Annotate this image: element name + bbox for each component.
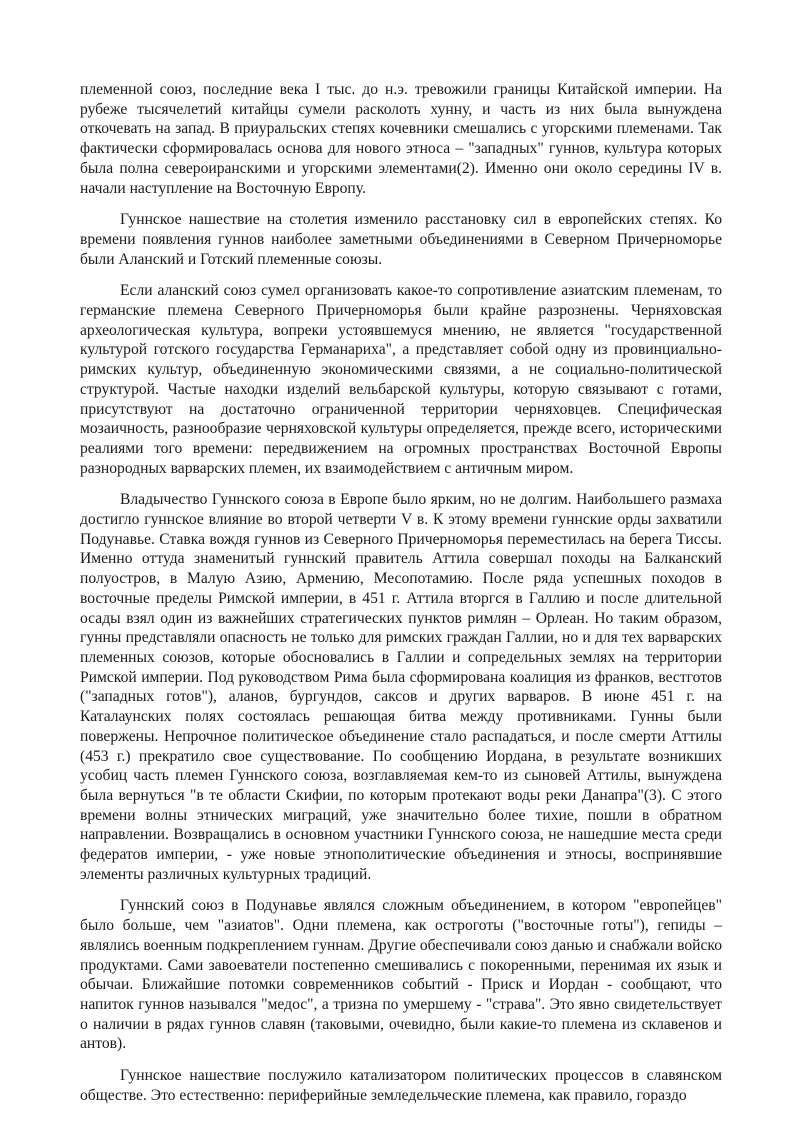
paragraph: Гуннское нашествие на столетия изменило расстановку сил в европейских степях. Ко времени появления гуннов наиболее заметными объединениями в Северном Причерноморье были Аланский и Готский племенные союзы. bbox=[80, 211, 722, 268]
paragraph: племенной союз, последние века I тыс. до н.э. тревожили границы Китайской империи. На рубеже тысячелетий китайцы сумели расколоть хунну, и часть из них была вынуждена откочевать на запад. В приуральских степях кочевники смешались с угорскими племенами. Так фактически сформировалась основа для нового этноса – "западных" гуннов, культура которых была полна североиранскими и угорскими элементами(2). Именно они около середины IV в. начали наступление на Восточную Европу. bbox=[80, 81, 722, 197]
paragraph: Гуннское нашествие послужило катализатором политических процессов в славянском обществе. Это естественно: периферийные земледельческие племена, как правило, гораздо bbox=[80, 1067, 722, 1104]
paragraph: Владычество Гуннского союза в Европе было ярким, но не долгим. Наибольшего размаха достигло гуннское влияние во второй четверти V в. К этому времени гуннские орды захватили Подунавье. Ставка вождя гуннов из Северного Причерноморья переместилась на берега Тиссы. Именно оттуда знаменитый гуннский правитель Аттила совершал походы на Балканский полуостров, в Малую Азию, Армению, Месопотамию. После ряда успешных походов в восточные пределы Римской империи, в 451 г. Аттила вторгся в Галлию и после длительной осады взял один из важнейших стратегических пунктов римлян – Орлеан. Но таким образом, гунны представляли опасность не только для римских граждан Галлии, но и для тех варварских племенных союзов, которые обосновались в Галлии и сопредельных землях на территории Римской империи. Под руководством Рима была сформирована коалиция из франков, вестготов ("западных готов"), аланов, бургундов, саксов и других варваров. В июне 451 г. на Каталаунских полях состоялась решающая битва между противниками. Гунны были повержены. Непрочное политическое объединение стало распадаться, и после смерти Аттилы (453 г.) прекратило свое существование. По сообщению Иордана, в результате возникших усобиц часть племен Гуннского союза, возглавляемая кем-то из сыновей Аттилы, вынуждена была вернуться "в те области Скифии, по которым протекают воды реки Данапра"(3). С этого времени волны этнических миграций, уже значительно более тихие, пошли в обратном направлении. Возвращались в основном участники Гуннского союза, не нашедшие места среди федератов империи, - уже новые этнополитические объединения и этносы, воспринявшие элементы различных культурных традиций. bbox=[80, 491, 722, 883]
paragraph: Гуннский союз в Подунавье являлся сложным объединением, в котором "европейцев" было больше, чем "азиатов". Одни племена, как остроготы ("восточные готы"), гепиды – являлись военным подкреплением гуннам. Другие обеспечивали союз данью и снабжали войско продуктами. Сами завоеватели постепенно смешивались с покоренными, перенимая их язык и обычаи. Ближайшие потомки современников событий - Приск и Иордан - сообщают, что напиток гуннов назывался "медос", а тризна по умершему - "страва". Это явно свидетельствует о наличии в рядах гуннов славян (таковыми, очевидно, были какие-то племена из склавенов и антов). bbox=[80, 897, 722, 1053]
paragraph: Если аланский союз сумел организовать какое-то сопротивление азиатским племенам, то германские племена Северного Причерноморья были крайне разрознены. Черняховская археологическая культура, вопреки устоявшемуся мнению, не является "государственной культурой готского государства Германариха", а представляет собой одну из провинциально-римских культур, объединенную экономическими связями, а не социально-политической структурой. Частые находки изделий вельбарской культуры, которую связывают с готами, присутствуют на достаточно ограниченной территории черняховцев. Специфическая мозаичность, разнообразие черняховской культуры определяется, прежде всего, историческими реалиями того времени: передвижением на огромных пространствах Восточной Европы разнородных варварских племен, их взаимодействием с античным миром. bbox=[80, 282, 722, 477]
